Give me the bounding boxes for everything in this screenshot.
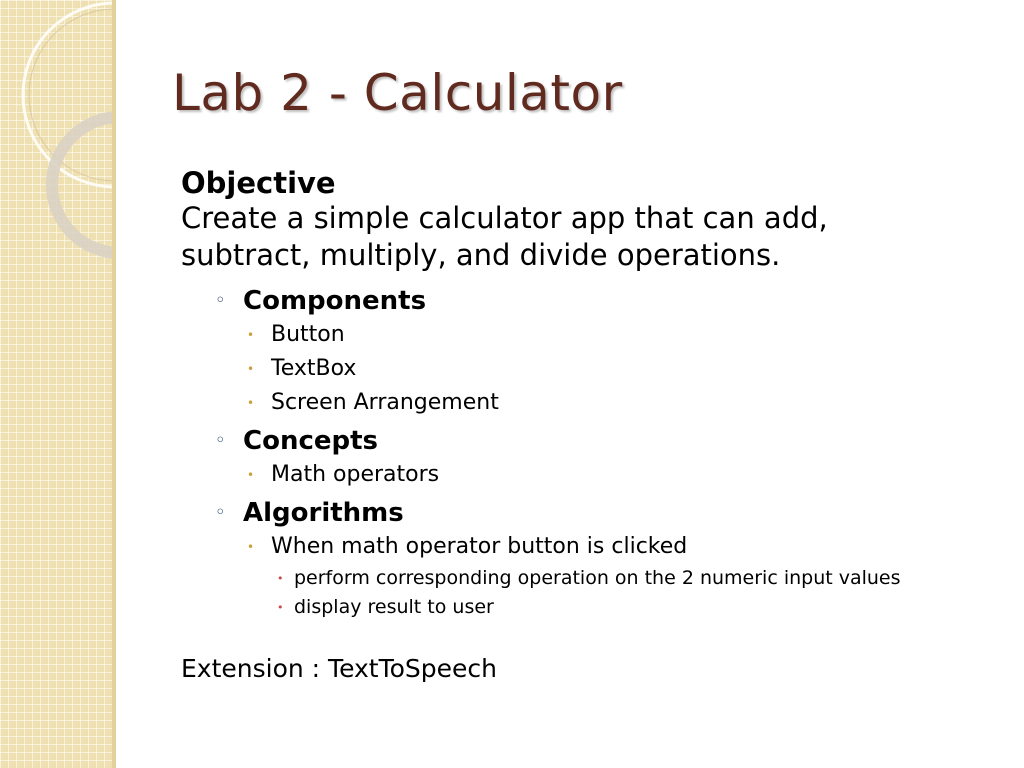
objective-heading: Objective	[181, 166, 336, 200]
ring-bullet-icon: ◦	[215, 502, 226, 523]
ring-bullet-icon: ◦	[215, 290, 226, 311]
list-item-text: Screen Arrangement	[271, 390, 499, 415]
list-item-text: Button	[271, 322, 345, 347]
list-item	[181, 458, 981, 492]
section-concepts	[181, 424, 981, 458]
slide-title: Lab 2 - Calculator	[172, 64, 623, 122]
ring-decoration-icon	[0, 0, 112, 768]
list-item	[181, 386, 981, 420]
objective-text-line2: subtract, multiply, and divide operations.	[181, 238, 781, 272]
list-item-text: When math operator button is clicked	[271, 534, 688, 559]
sub-list-item-text: perform corresponding operation on the 2 numeric input values	[294, 567, 901, 589]
dot-bullet-icon: •	[277, 601, 284, 614]
dot-bullet-icon: •	[247, 328, 255, 342]
section-label: Components	[243, 286, 427, 316]
list-item-text: Math operators	[271, 462, 440, 487]
section-label: Algorithms	[243, 498, 404, 528]
dot-bullet-icon: •	[247, 362, 255, 376]
side-strip-edge	[112, 0, 116, 768]
section-label: Concepts	[243, 426, 379, 456]
section-algorithms	[181, 496, 981, 530]
sub-list-item-text: display result to user	[294, 596, 494, 618]
list-item	[181, 318, 981, 352]
slide-body	[181, 166, 981, 686]
extension-text: Extension : TextToSpeech	[181, 654, 498, 683]
list-item	[181, 530, 981, 564]
dot-bullet-icon: •	[277, 572, 284, 585]
list-item	[181, 352, 981, 386]
sub-list-item	[181, 593, 981, 622]
dot-bullet-icon: •	[247, 468, 255, 482]
objective-text-line1: Create a simple calculator app that can add,	[181, 201, 828, 235]
list-item-text: TextBox	[271, 356, 357, 381]
dot-bullet-icon: •	[247, 540, 255, 554]
section-components	[181, 284, 981, 318]
dot-bullet-icon: •	[247, 396, 255, 410]
sub-list-item	[181, 564, 981, 593]
ring-bullet-icon: ◦	[215, 430, 226, 451]
decorative-side-strip	[0, 0, 112, 768]
